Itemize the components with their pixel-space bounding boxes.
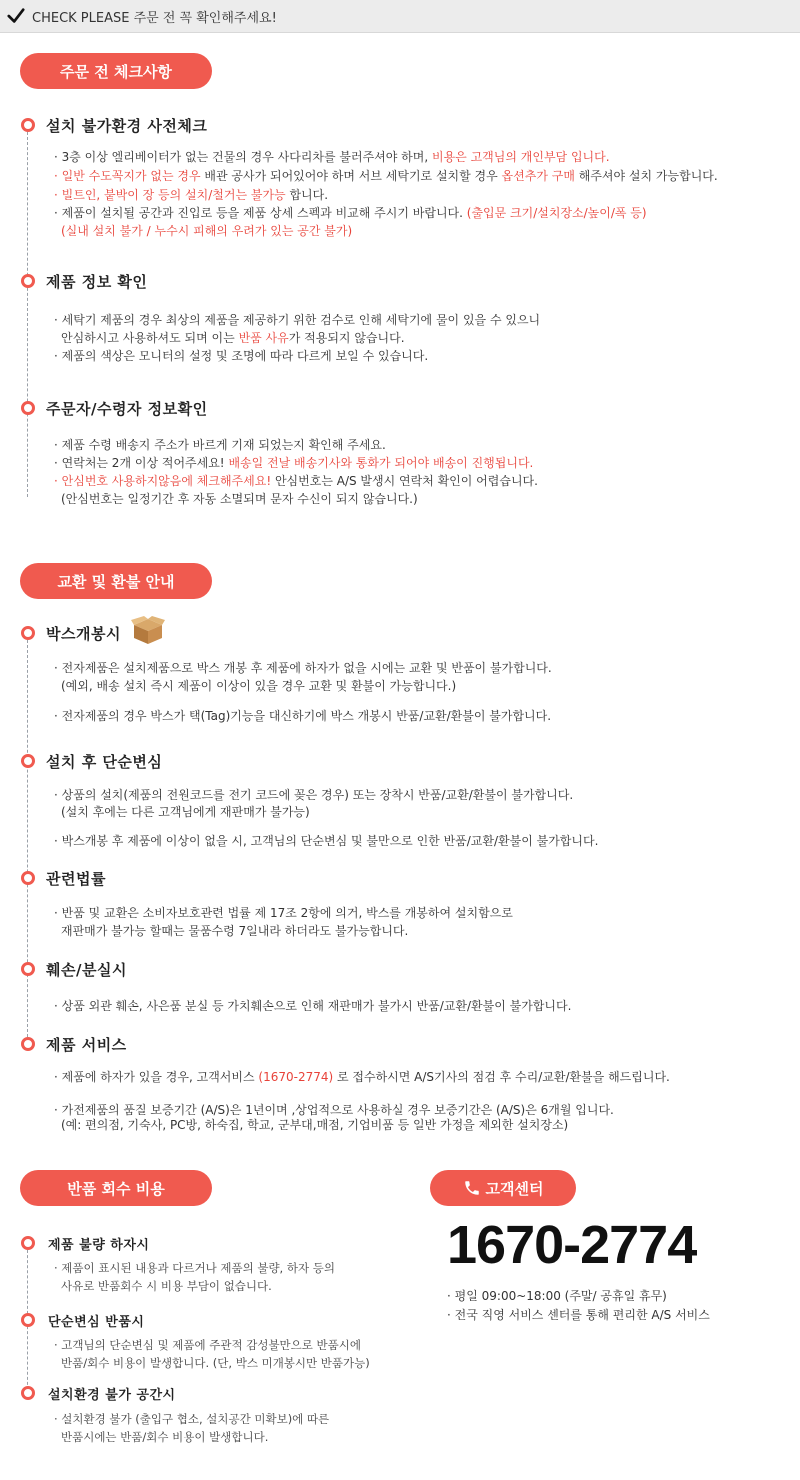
text-line: (예외, 배송 설치 즉시 제품이 이상이 있을 경우 교환 및 환불이 가능합니다.) [61, 679, 457, 693]
text-line: · 일반 수도꼭지가 없는 경우 배관 공사가 되어있어야 하며 서브 세탁기로 설치할 경우 옵션추가 구매 해주셔야 설치 가능합니다. [54, 169, 718, 183]
bullet-ring-icon [21, 754, 35, 768]
text-line: · 박스개봉 후 제품에 이상이 없을 시, 고객님의 단순변심 및 불만으로 인한 반품/교환/환불이 불가합니다. [54, 834, 599, 848]
text-line: 사유로 반품회수 시 비용 부담이 없습니다. [61, 1279, 272, 1293]
bullet-ring-icon [21, 401, 35, 415]
section-title: 주문자/수령자 정보확인 [46, 400, 208, 418]
text-line: · 세탁기 제품의 경우 최상의 제품을 제공하기 위한 검수로 인해 세탁기에 물이 있을 수 있으니 [54, 313, 541, 327]
section-title: 박스개봉시 [46, 625, 121, 643]
bullet-ring-icon [21, 274, 35, 288]
section-title: 설치 후 단순변심 [46, 753, 163, 771]
section-title: 훼손/분실시 [46, 961, 127, 979]
text-line: · 제품에 하자가 있을 경우, 고객서비스 (1670-2774) 로 접수하시면 A/S기사의 점검 후 수리/교환/환불을 해드립니다. [54, 1070, 670, 1084]
bullet-ring-icon [21, 1313, 35, 1327]
section-title: 제품 불량 하자시 [48, 1238, 150, 1253]
text-line: · 반품 및 교환은 소비자보호관련 법률 제 17조 2항에 의거, 박스를 개봉하여 설치함으로 [54, 906, 513, 920]
bullet-ring-icon [21, 1386, 35, 1400]
text-line: · 상품 외관 훼손, 사은품 분실 등 가치훼손으로 인해 재판매가 불가시 반품/교환/환불이 불가합니다. [54, 999, 572, 1013]
text-line: · 전자제품의 경우 박스가 택(Tag)기능을 대신하기에 박스 개봉시 반품/교환/환불이 불가합니다. [54, 709, 552, 723]
text-line: 반품/회수 비용이 발생합니다. (단, 박스 미개봉시만 반품가능) [61, 1356, 370, 1370]
text-line: · 전국 직영 서비스 센터를 통해 편리한 A/S 서비스 [447, 1308, 710, 1322]
text-line: · 상품의 설치(제품의 전원코드를 전기 코드에 꽂은 경우) 또는 장착시 반품/교환/환불이 불가합니다. [54, 788, 574, 802]
text-line: (설치 후에는 다른 고객님에게 재판매가 불가능) [61, 805, 310, 819]
text-line: (안심번호는 일정기간 후 자동 소멸되며 문자 수신이 되지 않습니다.) [61, 492, 418, 506]
timeline-line [27, 132, 28, 497]
section-title: 관련법률 [46, 870, 106, 888]
section-title: 설치 불가환경 사전체크 [46, 117, 208, 135]
text-line: 재판매가 불가능 할때는 물품수령 7일내라 하더라도 불가능합니다. [61, 924, 409, 938]
bullet-ring-icon [21, 871, 35, 885]
bullet-ring-icon [21, 626, 35, 640]
top-notice-text: CHECK PLEASE 주문 전 꼭 확인해주세요! [32, 10, 277, 26]
section-title: 제품 정보 확인 [46, 273, 148, 291]
text-line: · 제품이 설치될 공간과 진입로 등을 제품 상세 스펙과 비교해 주시기 바랍니다. (출입문 크기/설치장소/높이/폭 등) [54, 206, 647, 220]
text-line: · 빌트인, 붙박이 장 등의 설치/철거는 불가능 합니다. [54, 188, 329, 202]
customer-center-pill [430, 1170, 576, 1206]
bullet-ring-icon [21, 118, 35, 132]
timeline-line [27, 640, 28, 1042]
text-line: (예: 편의점, 기숙사, PC방, 하숙집, 학교, 군부대,매점, 기업비품 등 일반 가정을 제외한 설치장소) [61, 1118, 569, 1132]
text-line: · 전자제품은 설치제품으로 박스 개봉 후 제품에 하자가 없을 시에는 교환 및 반품이 불가합니다. [54, 661, 552, 675]
text-line: · 제품의 색상은 모니터의 설정 및 조명에 따라 다르게 보일 수 있습니다. [54, 349, 429, 363]
bullet-ring-icon [21, 962, 35, 976]
text-line: · 평일 09:00~18:00 (주말/ 공휴일 휴무) [447, 1289, 667, 1303]
section-title: 단순변심 반품시 [48, 1315, 145, 1330]
precheck-pill: 주문 전 체크사항 [20, 53, 212, 89]
customer-center-label: 고객센터 [485, 1179, 544, 1198]
section-title: 제품 서비스 [46, 1036, 127, 1054]
text-line: · 제품 수령 배송지 주소가 바르게 기재 되었는지 확인해 주세요. [54, 438, 386, 452]
exchange-pill: 교환 및 환불 안내 [20, 563, 212, 599]
text-line: (실내 설치 불가 / 누수시 피해의 우려가 있는 공간 불가) [61, 224, 353, 238]
phone-icon [463, 1179, 481, 1197]
text-line: 반품시에는 반품/회수 비용이 발생합니다. [61, 1430, 269, 1444]
top-notice-bar [0, 0, 800, 33]
check-icon [7, 7, 25, 25]
text-line: · 가전제품의 품질 보증기간 (A/S)은 1년이며 ,상업적으로 사용하실 경우 보증기간은 (A/S)은 6개월 입니다. [54, 1103, 614, 1117]
bullet-ring-icon [21, 1037, 35, 1051]
text-line: · 설치환경 불가 (출입구 협소, 설치공간 미확보)에 따른 [54, 1412, 330, 1426]
text-line: · 제품이 표시된 내용과 다르거나 제품의 불량, 하자 등의 [54, 1261, 335, 1275]
bullet-ring-icon [21, 1236, 35, 1250]
return-cost-pill: 반품 회수 비용 [20, 1170, 212, 1206]
text-line: · 고객님의 단순변심 및 제품에 주관적 감성불만으로 반품시에 [54, 1338, 361, 1352]
text-line: 안심하시고 사용하셔도 되며 이는 반품 사유가 적용되지 않습니다. [61, 331, 405, 345]
text-line: · 연락처는 2개 이상 적어주세요! 배송일 전날 배송기사와 통화가 되어야 배송이 진행됩니다. [54, 456, 534, 470]
text-line: · 3층 이상 엘리베이터가 없는 건물의 경우 사다리차를 불러주셔야 하며, 비용은 고객님의 개인부담 입니다. [54, 150, 610, 164]
phone-number: 1670-2774 [447, 1215, 697, 1275]
text-line: · 안심번호 사용하지않음에 체크해주세요! 안심번호는 A/S 발생시 연락처 확인이 어렵습니다. [54, 474, 538, 488]
box-icon [131, 615, 165, 645]
section-title: 설치환경 불가 공간시 [48, 1388, 176, 1403]
